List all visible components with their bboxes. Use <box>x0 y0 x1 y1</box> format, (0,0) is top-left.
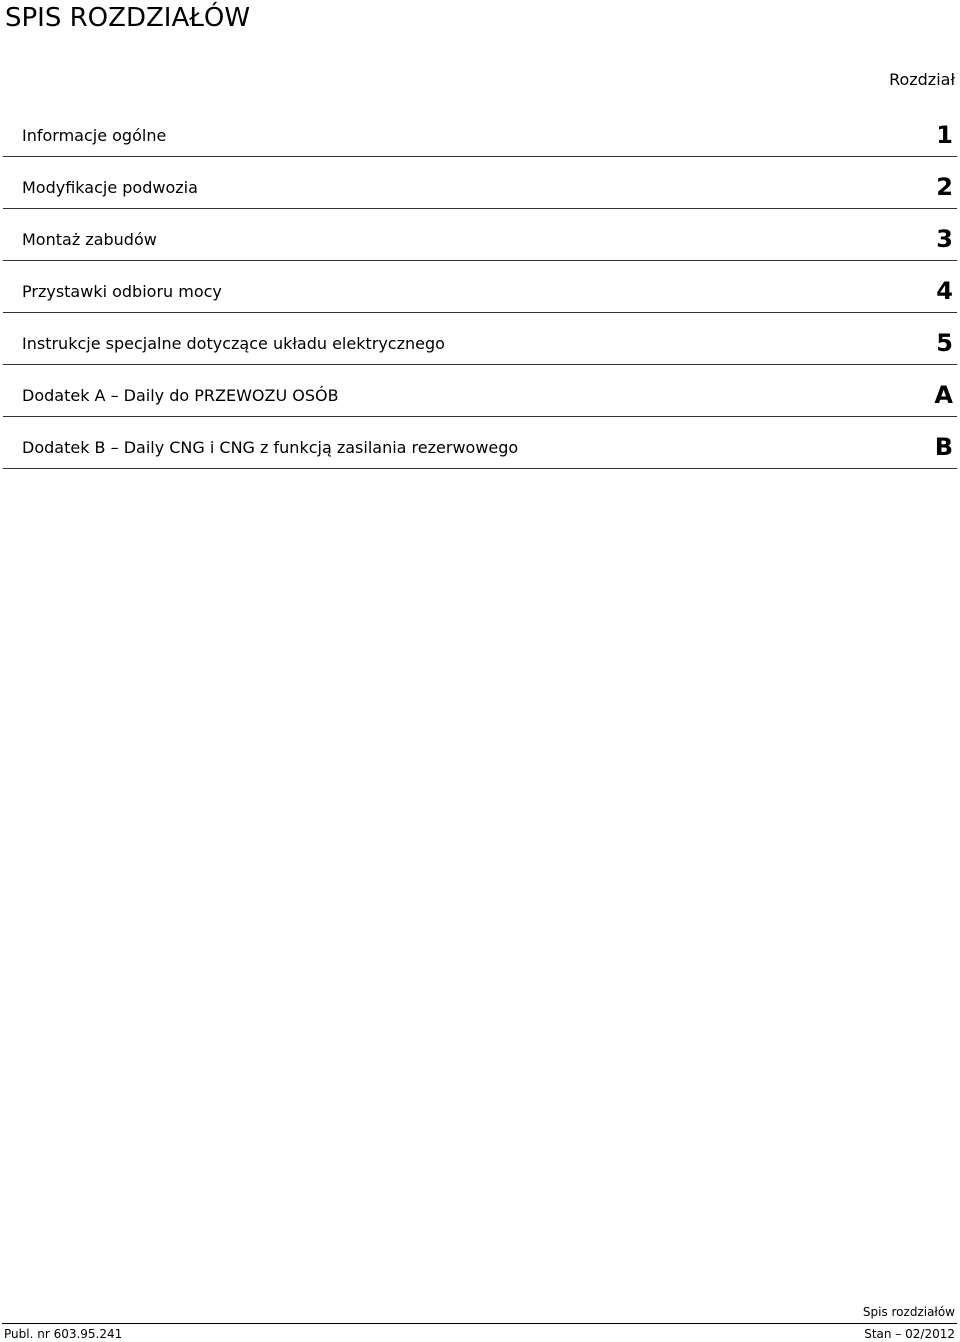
page-title: SPIS ROZDZIAŁÓW <box>5 3 251 33</box>
footer-divider <box>2 1323 957 1324</box>
footer-publication-number: Publ. nr 603.95.241 <box>4 1327 123 1341</box>
toc-row-label: Dodatek A – Daily do PRZEWOZU OSÓB <box>22 386 339 405</box>
toc-row[interactable] <box>3 261 957 313</box>
toc-row[interactable] <box>3 157 957 209</box>
footer-section-name: Spis rozdziałów <box>862 1305 955 1319</box>
toc-row-label: Przystawki odbioru mocy <box>22 282 222 301</box>
toc-row-chapter: 3 <box>936 225 953 253</box>
toc-row-label: Dodatek B – Daily CNG i CNG z funkcją zasilania rezerwowego <box>22 438 519 457</box>
toc-row[interactable] <box>3 313 957 365</box>
toc-row-label: Montaż zabudów <box>22 230 157 249</box>
footer-status-date: Stan – 02/2012 <box>864 1327 955 1341</box>
toc-row-label: Modyfikacje podwozia <box>22 178 198 197</box>
chapter-column-header: Rozdział <box>889 70 955 89</box>
toc-row[interactable] <box>3 417 957 469</box>
toc-row[interactable] <box>3 105 957 157</box>
toc-row-chapter: 2 <box>936 173 953 201</box>
toc-row-label: Instrukcje specjalne dotyczące układu elektrycznego <box>22 334 445 353</box>
toc-row[interactable] <box>3 209 957 261</box>
toc-row-label: Informacje ogólne <box>22 126 167 145</box>
toc-row-chapter: 4 <box>936 277 953 305</box>
toc-row-chapter: B <box>934 433 953 461</box>
toc-row[interactable] <box>3 365 957 417</box>
table-of-contents <box>3 105 957 469</box>
toc-row-chapter: A <box>934 381 953 409</box>
toc-row-chapter: 5 <box>936 329 953 357</box>
toc-row-chapter: 1 <box>936 121 953 149</box>
